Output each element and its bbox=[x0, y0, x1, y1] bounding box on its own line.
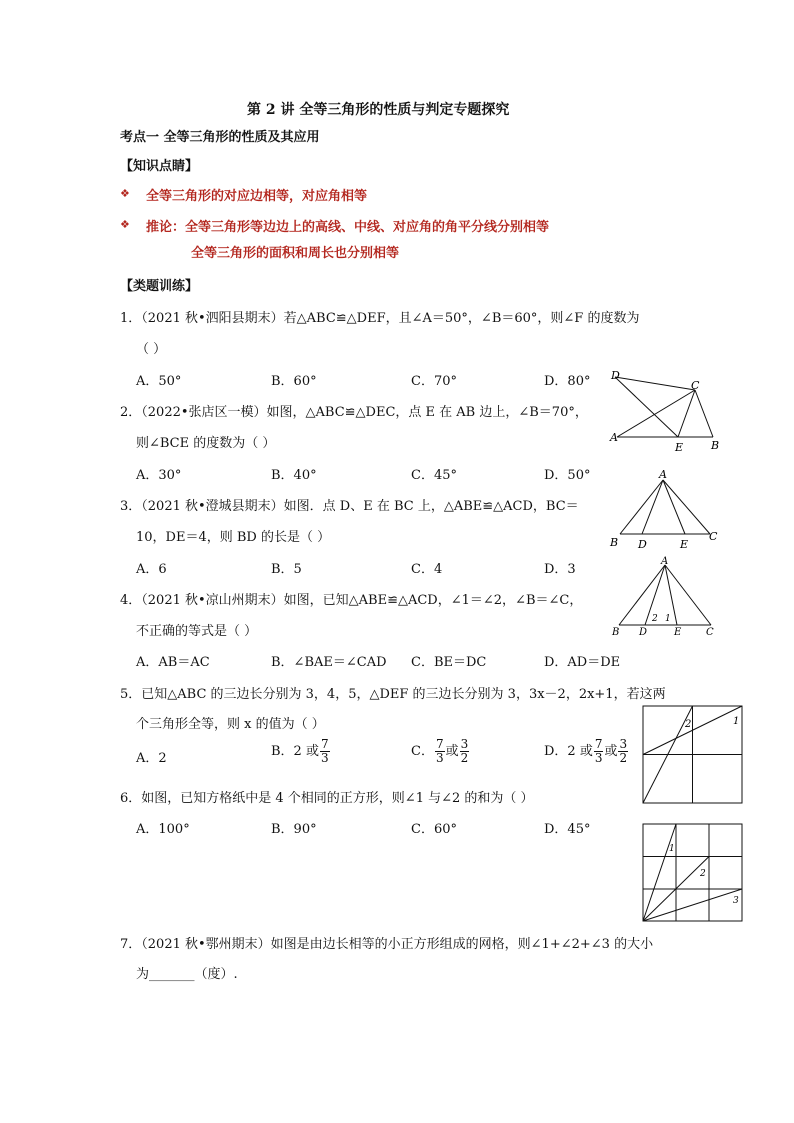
q5-stem-line2: 个三角形全等，则 x 的值为（ ） bbox=[136, 717, 325, 732]
q1-stem: 1．（2021 秋•泗阳县期末）若△ABC≌△DEF，且∠A＝50°，∠B＝60°，则∠F 的度数为 bbox=[120, 311, 640, 326]
q3-stem-line2: 10，DE＝4，则 BD 的长是（ ） bbox=[136, 530, 331, 545]
q4-label-c: C bbox=[706, 627, 714, 638]
q3-figure bbox=[605, 468, 725, 552]
q1-option-d[interactable]: D．80° bbox=[544, 374, 591, 389]
q3-label-c: C bbox=[709, 530, 718, 543]
q3-label-a: A bbox=[659, 468, 667, 481]
q2-figure bbox=[605, 365, 725, 455]
q4-option-c[interactable]: C．BE＝DC bbox=[411, 655, 487, 670]
q2-label-d: D bbox=[611, 369, 620, 382]
q2-option-b[interactable]: B．40° bbox=[271, 468, 317, 483]
q4-option-a[interactable]: A．AB＝AC bbox=[136, 655, 210, 670]
numerator: 7 bbox=[435, 737, 444, 751]
numerator: 3 bbox=[619, 737, 628, 751]
q3-label-e: E bbox=[680, 538, 689, 551]
denominator: 3 bbox=[435, 751, 444, 765]
knowledge-point-3: 全等三角形的面积和周长也分别相等 bbox=[191, 246, 400, 261]
q4-label-1: 1 bbox=[665, 614, 671, 624]
denominator: 3 bbox=[594, 751, 603, 765]
q2-label-b: B bbox=[711, 439, 720, 452]
denominator: 2 bbox=[460, 751, 469, 765]
q6-label-2: 2 bbox=[685, 719, 692, 730]
q2-stem: 2．（2022•张店区一模）如图，△ABC≌△DEC，点 E 在 AB 边上，∠B＝70°， bbox=[120, 405, 588, 420]
q3-stem: 3．（2021 秋•澄城县期末）如图．点 D、E 在 BC 上，△ABE≌△ACD，BC＝ bbox=[120, 499, 579, 514]
q4-label-e: E bbox=[674, 627, 682, 638]
q3-option-a[interactable]: A．6 bbox=[136, 562, 167, 577]
q6-figure bbox=[642, 705, 744, 805]
q4-option-d[interactable]: D．AD＝DE bbox=[544, 655, 621, 670]
training-heading: 【类题训练】 bbox=[120, 279, 199, 294]
q4-label-d: D bbox=[639, 627, 648, 638]
fraction bbox=[594, 738, 604, 765]
knowledge-heading: 【知识点睛】 bbox=[120, 159, 199, 174]
q3-option-b[interactable]: B．5 bbox=[271, 562, 302, 577]
q2-stem-line2: 则∠BCE 的度数为（ ） bbox=[136, 436, 276, 451]
q4-label-b: B bbox=[612, 627, 620, 638]
q4-label-2: 2 bbox=[652, 614, 658, 624]
q2-option-c[interactable]: C．45° bbox=[411, 468, 457, 483]
q7-label-1: 1 bbox=[669, 844, 675, 854]
q1-option-a[interactable]: A．50° bbox=[136, 374, 182, 389]
fraction bbox=[435, 738, 445, 765]
q6-stem: 6．如图，已知方格纸中是 4 个相同的正方形，则∠1 与∠2 的和为（ ） bbox=[120, 791, 534, 806]
q3-label-b: B bbox=[610, 536, 619, 549]
q2-label-e: E bbox=[675, 441, 684, 454]
q6-option-a[interactable]: A．100° bbox=[136, 822, 190, 837]
fraction bbox=[460, 738, 470, 765]
or-text: 或 bbox=[445, 744, 459, 759]
q5-option-b-prefix: B．2 或 bbox=[271, 744, 319, 759]
q5-stem: 5．已知△ABC 的三边长分别为 3，4，5，△DEF 的三边长分别为 3，3x－2，2x+1，若这两 bbox=[120, 687, 666, 702]
q1-option-c[interactable]: C．70° bbox=[411, 374, 457, 389]
page-title: 第 2 讲 全等三角形的性质与判定专题探究 bbox=[247, 102, 510, 118]
diamond-bullet-icon: ❖ bbox=[120, 218, 130, 231]
fraction bbox=[320, 738, 330, 765]
q7-stem-line2: 为_______（度）. bbox=[136, 967, 238, 982]
fraction bbox=[618, 738, 628, 765]
denominator: 3 bbox=[320, 751, 329, 765]
q7-stem: 7．（2021 秋•鄂州期末）如图是由边长相等的小正方形组成的网格，则∠1+∠2+∠3 的大小 bbox=[120, 937, 654, 952]
q3-option-d[interactable]: D．3 bbox=[544, 562, 576, 577]
q6-option-b[interactable]: B．90° bbox=[271, 822, 317, 837]
q4-figure bbox=[605, 555, 725, 643]
q4-option-b[interactable]: B．∠BAE＝∠CAD bbox=[271, 655, 387, 670]
q7-label-3: 3 bbox=[733, 896, 739, 906]
numerator: 3 bbox=[460, 737, 469, 751]
q3-label-d: D bbox=[638, 538, 647, 551]
q6-option-d[interactable]: D．45° bbox=[544, 822, 591, 837]
q6-option-c[interactable]: C．60° bbox=[411, 822, 457, 837]
numerator: 7 bbox=[594, 737, 603, 751]
q2-option-a[interactable]: A．30° bbox=[136, 468, 182, 483]
q2-label-a: A bbox=[610, 431, 618, 444]
q3-option-c[interactable]: C．4 bbox=[411, 562, 443, 577]
q4-label-a: A bbox=[661, 556, 669, 567]
q5-option-d[interactable] bbox=[544, 738, 629, 765]
q7-figure bbox=[642, 823, 744, 923]
knowledge-point-1: 全等三角形的对应边相等，对应角相等 bbox=[146, 189, 368, 204]
q7-label-2: 2 bbox=[700, 869, 706, 879]
q1-blank: （ ） bbox=[136, 342, 167, 357]
numerator: 7 bbox=[320, 737, 329, 751]
knowledge-point-2: 推论：全等三角形等边边上的高线、中线、对应角的角平分线分别相等 bbox=[146, 220, 550, 235]
q2-option-d[interactable]: D．50° bbox=[544, 468, 591, 483]
q5-option-b[interactable] bbox=[271, 738, 331, 765]
q4-stem-line2: 不正确的等式是（ ） bbox=[136, 624, 258, 639]
q6-label-1: 1 bbox=[733, 716, 740, 727]
or-text: 或 bbox=[604, 744, 618, 759]
diamond-bullet-icon: ❖ bbox=[120, 187, 130, 200]
q2-label-c: C bbox=[691, 379, 700, 392]
topic-heading: 考点一 全等三角形的性质及其应用 bbox=[120, 130, 320, 145]
q4-stem: 4．（2021 秋•凉山州期末）如图，已知△ABE≌△ACD，∠1＝∠2，∠B＝∠C， bbox=[120, 593, 583, 608]
q5-option-a[interactable]: A．2 bbox=[136, 751, 167, 766]
q5-option-c[interactable] bbox=[411, 738, 470, 765]
q5-option-c-prefix: C． bbox=[411, 744, 434, 759]
q5-option-d-prefix: D．2 或 bbox=[544, 744, 593, 759]
denominator: 2 bbox=[619, 751, 628, 765]
q1-option-b[interactable]: B．60° bbox=[271, 374, 317, 389]
